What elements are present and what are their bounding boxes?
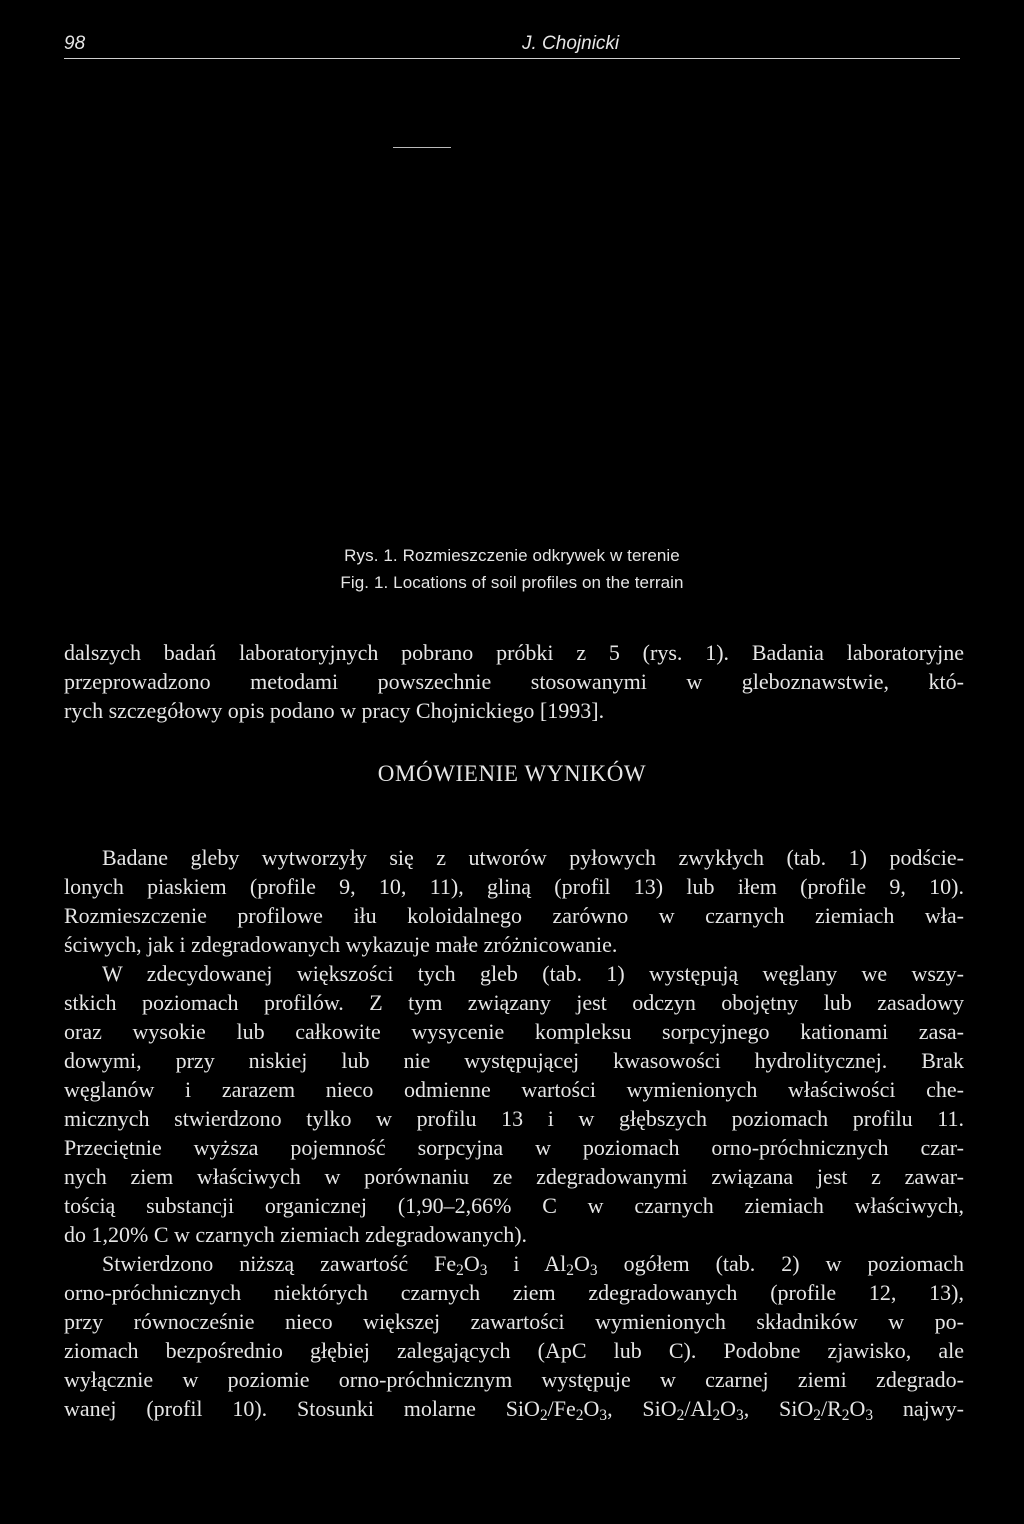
- text-line: dalszych badań laboratoryjnych pobrano próbki z 5 (rys. 1). Badania laboratoryjne: [64, 640, 964, 665]
- text-line: Stwierdzono niższą zawartość $Fe_2O_3$ i $Al_2O_3$ ogółem (tab. 2) w poziomach: [102, 1251, 964, 1279]
- figure-caption-polish: Rys. 1. Rozmieszczenie odkrywek w terenie: [344, 546, 680, 565]
- figure-caption-english: Fig. 1. Locations of soil profiles on the terrain: [340, 573, 684, 592]
- text-line: lonych piaskiem (profile 9, 10, 11), gliną (profil 13) lub iłem (profile 9, 10).: [64, 874, 964, 899]
- page-number: 98: [64, 33, 86, 54]
- text-line: Badane gleby wytworzyły się z utworów pyłowych zwykłych (tab. 1) podście-: [102, 845, 964, 870]
- running-header: [64, 30, 960, 59]
- text-line: dowymi, przy niskiej lub nie występującej kwasowości hydrolitycznej. Brak: [64, 1048, 964, 1073]
- text-line: oraz wysokie lub całkowite wysycenie kompleksu sorpcyjnego kationami zasa-: [64, 1019, 964, 1044]
- text-line: orno-próchnicznych niektórych czarnych ziem zdegradowanych (profile 12, 13),: [64, 1280, 964, 1305]
- text-line: do 1,20% C w czarnych ziemiach zdegradowanych).: [64, 1222, 528, 1247]
- text-line: przeprowadzono metodami powszechnie stosowanymi w gleboznawstwie, któ-: [64, 669, 964, 694]
- text-line: węglanów i zarazem nieco odmienne wartości wymienionych właściwości che-: [64, 1077, 964, 1102]
- text-line: stkich poziomach profilów. Z tym związany jest odczyn obojętny lub zasadowy: [64, 990, 964, 1015]
- section-title: OMÓWIENIE WYNIKÓW: [377, 761, 647, 786]
- text-line: wanej (profil 10). Stosunki molarne $SiO_2/Fe_2O_3$, $SiO_2/Al_2O_3$, $SiO_2/R_2O_3$ najwy-: [64, 1396, 964, 1424]
- figure-area-mark: [393, 147, 451, 148]
- text-line: przy równocześnie nieco większej zawartości wymienionych składników w po-: [64, 1309, 964, 1334]
- text-line: ziomach bezpośrednio głębiej zalegających (ApC lub C). Podobne zjawisko, ale: [64, 1338, 964, 1363]
- text-line: Przeciętnie wyższa pojemność sorpcyjna w poziomach orno-próchnicznych czar-: [64, 1135, 964, 1160]
- text-line: rych szczegółowy opis podano w pracy Chojnickiego [1993].: [64, 698, 605, 723]
- text-line: W zdecydowanej większości tych gleb (tab. 1) występują węglany we wszy-: [102, 961, 964, 986]
- text-line: wyłącznie w poziomie orno-próchnicznym występuje w czarnej ziemi zdegrado-: [64, 1367, 964, 1392]
- text-line: ściwych, jak i zdegradowanych wykazuje małe zróżnicowanie.: [64, 932, 618, 957]
- text-line: micznych stwierdzono tylko w profilu 13 i w głębszych poziomach profilu 11.: [64, 1106, 964, 1131]
- text-line: Rozmieszczenie profilowe iłu koloidalnego zarówno w czarnych ziemiach wła-: [64, 903, 964, 928]
- running-author: J. Chojnicki: [522, 33, 620, 54]
- text-line: tością substancji organicznej (1,90–2,66% C w czarnych ziemiach właściwych,: [64, 1193, 964, 1218]
- text-line: nych ziem właściwych w porównaniu ze zdegradowanymi związana jest z zawar-: [64, 1164, 964, 1189]
